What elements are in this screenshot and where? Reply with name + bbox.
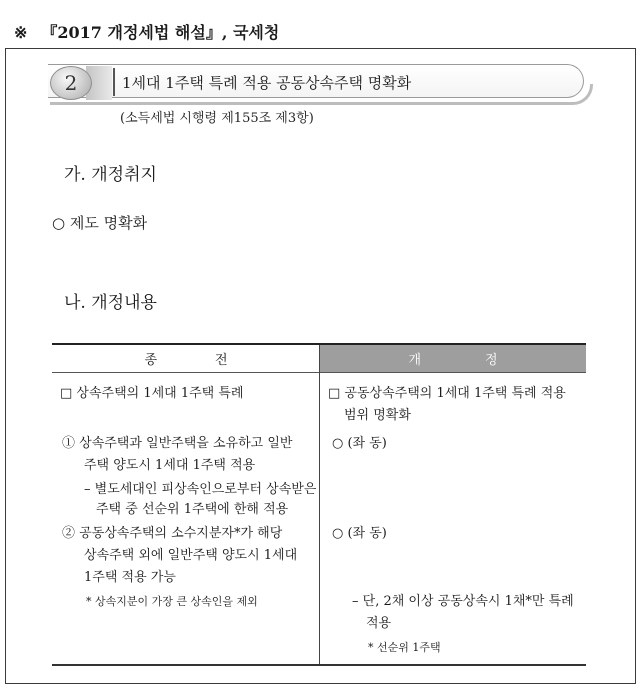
after-same-1: ○ (좌 동) [332, 436, 387, 451]
section-number-badge: 2 [50, 66, 92, 100]
after-sub-line1: – 단, 2채 이상 공동상속시 1채*만 특례 [352, 594, 574, 609]
law-reference: (소득세법 시행령 제155조 제3항) [120, 111, 314, 126]
table-header-before: 종전 [144, 353, 286, 368]
table-column-divider [319, 345, 320, 665]
after-note: * 선순위 1주택 [368, 641, 441, 654]
heading-contents: 나. 개정내용 [64, 293, 157, 313]
before-item1-sub1: – 별도세대인 피상속인으로부터 상속받은 [84, 482, 317, 497]
purpose-bullet: ○ 제도 명확화 [52, 214, 148, 232]
after-sub-line2: 적용 [366, 616, 392, 631]
document-title [14, 20, 279, 43]
table-header-after: 개정 [320, 345, 586, 372]
before-title: □ 상속주택의 1세대 1주택 특례 [60, 386, 244, 401]
section-divider-bar [113, 68, 115, 96]
source-title: 『2017 개정세법 해설』, 국세청 [41, 23, 280, 42]
before-item1-sub2: 주택 중 선순위 1주택에 한해 적용 [96, 502, 289, 517]
before-item2-line3: 1주택 적용 가능 [84, 570, 176, 585]
table-bottom-border [52, 664, 586, 666]
after-title-line2: 범위 명확화 [344, 408, 411, 423]
section-title: 1세대 1주택 특례 적용 공동상속주택 명확화 [122, 74, 412, 92]
before-item2-line1: ② 공동상속주택의 소수지분자*가 해당 [62, 526, 283, 541]
after-title-line1: □ 공동상속주택의 1세대 1주택 특례 적용 [328, 386, 566, 401]
before-item1-line2: 주택 양도시 1세대 1주택 적용 [84, 458, 256, 473]
after-same-2: ○ (좌 동) [332, 526, 387, 541]
before-item1-line1: ① 상속주택과 일반주택을 소유하고 일반 [62, 436, 293, 451]
heading-purpose: 가. 개정취지 [64, 165, 157, 185]
before-item2-note: * 상속지분이 가장 큰 상속인을 제외 [86, 595, 258, 608]
reference-mark: ※ [14, 23, 28, 42]
before-item2-line2: 상속주택 외에 일반주택 양도시 1세대 [84, 548, 298, 563]
